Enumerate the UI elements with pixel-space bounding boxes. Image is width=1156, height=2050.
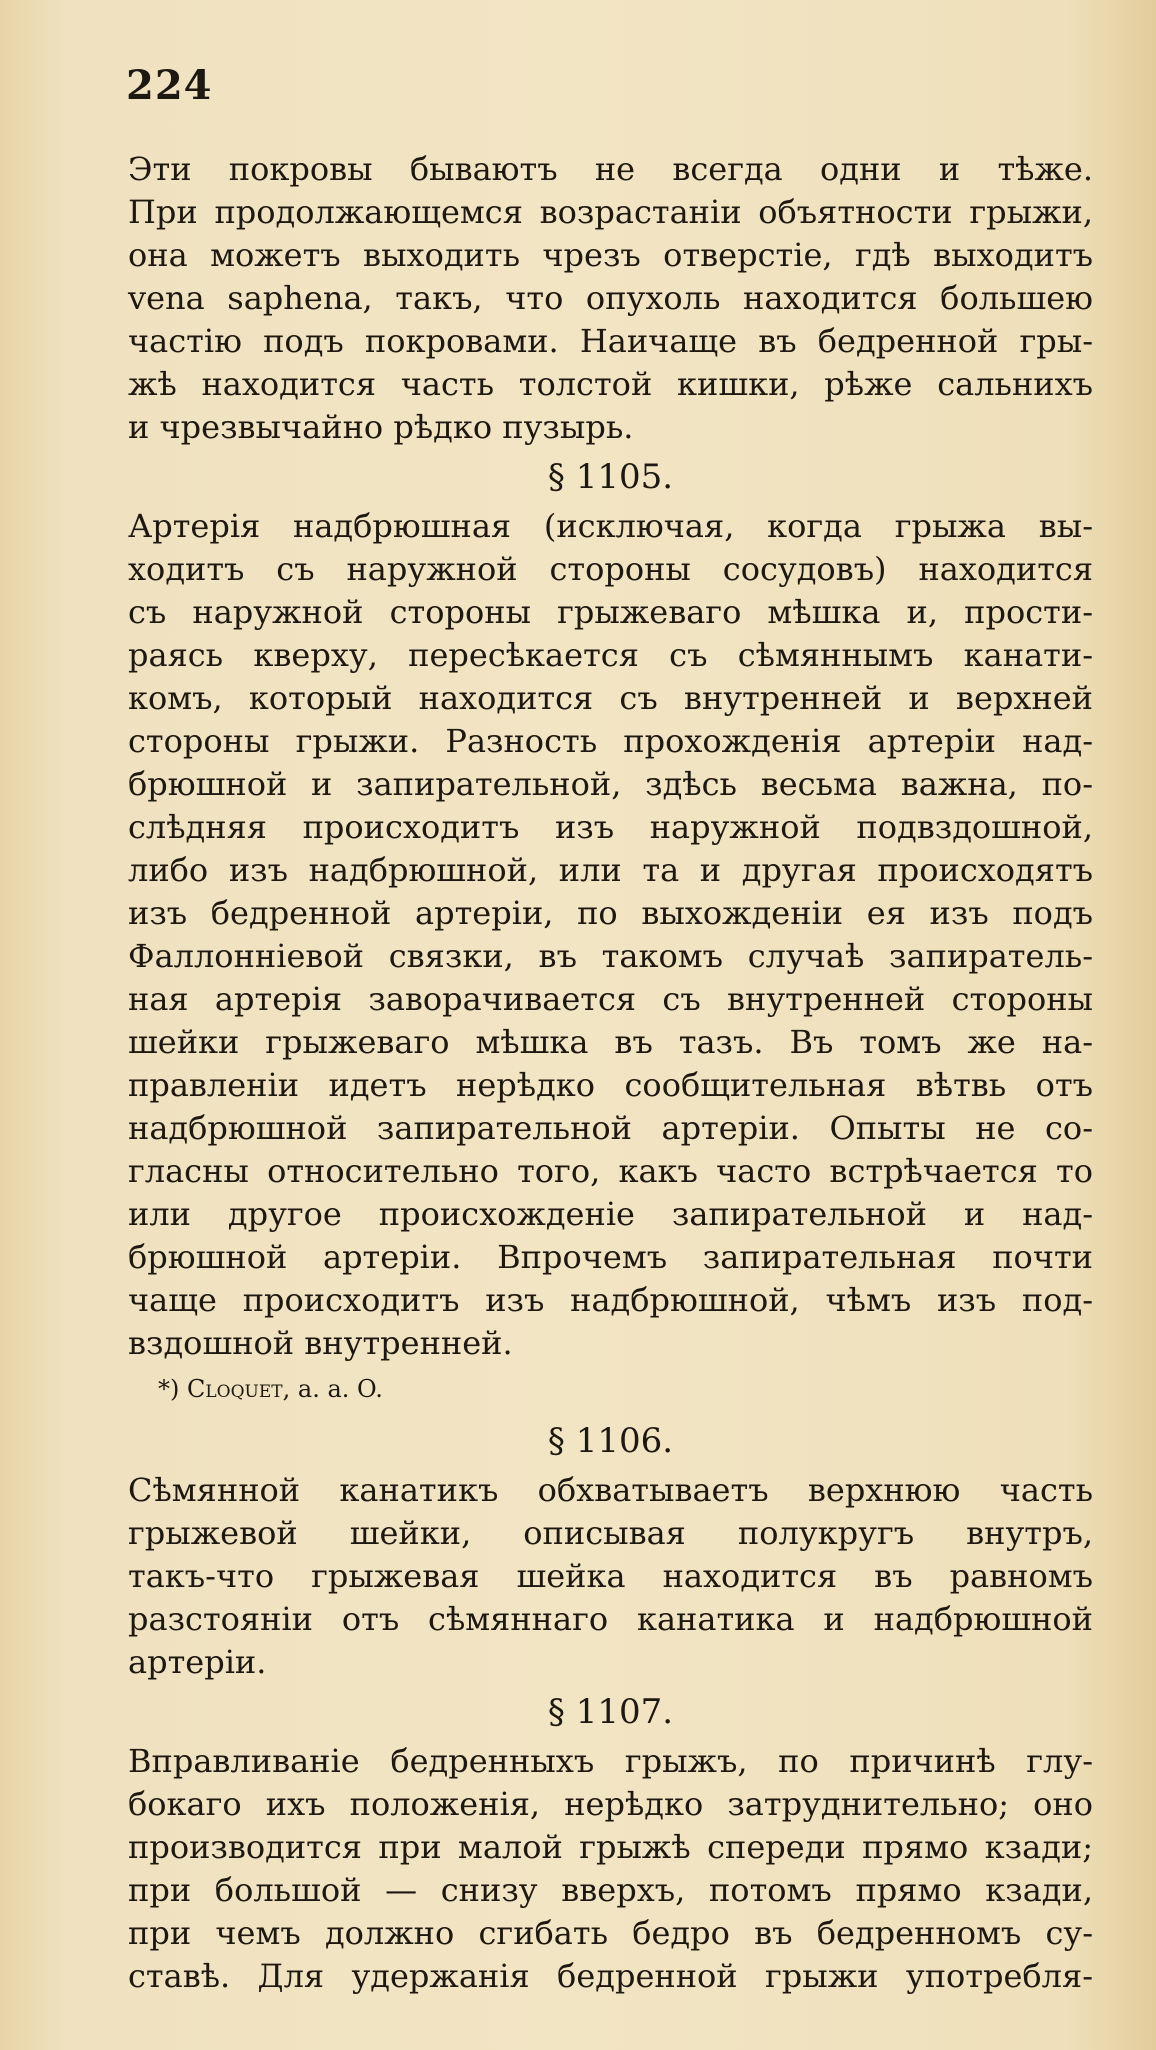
text-line: съ наружной стороны грыжеваго мѣшка и, прости- — [128, 593, 1093, 631]
text-line: слѣдняя происходитъ изъ наружной подвздошной, — [128, 808, 1093, 846]
page-body — [128, 148, 1093, 1998]
section-heading-1106: § 1106. — [547, 1421, 674, 1461]
text-line: жѣ находится часть толстой кишки, рѣже сальнихъ — [128, 365, 1093, 403]
text-line: Артерія надбрюшная (исключая, когда грыжа вы- — [128, 507, 1093, 545]
text-line: и чрезвычайно рѣдко пузырь. — [128, 408, 634, 446]
text-line: гласны относительно того, какъ часто встрѣчается то — [128, 1152, 1093, 1190]
footnote-author: Cloquet — [187, 1375, 283, 1403]
paragraph-1107 — [128, 1740, 1093, 1998]
page-number: 224 — [126, 62, 213, 109]
section-heading-1107: § 1107. — [547, 1692, 674, 1732]
text-line: чаще происходитъ изъ надбрюшной, чѣмъ изъ под- — [128, 1281, 1093, 1319]
text-line: ходитъ съ наружной стороны сосудовъ) находится — [128, 550, 1093, 588]
text-line: шейки грыжеваго мѣшка въ тазъ. Въ томъ же на- — [128, 1023, 1093, 1061]
text-line: раясь кверху, пересѣкается съ сѣмяннымъ канати- — [128, 636, 1093, 674]
footnote — [128, 1365, 1093, 1413]
text-line: бокаго ихъ положенія, нерѣдко затруднительно; оно — [128, 1785, 1093, 1823]
text-line: правленіи идетъ нерѣдко сообщительная вѣтвь отъ — [128, 1066, 1093, 1104]
text-line: разстояніи отъ сѣмяннаго канатика и надбрюшной — [128, 1600, 1093, 1638]
paragraph-1104-continued — [128, 148, 1093, 449]
text-line: при чемъ должно сгибать бедро въ бедренномъ су- — [128, 1914, 1093, 1952]
text-line: Вправливаніе бедренныхъ грыжъ, по причинѣ глу- — [128, 1742, 1093, 1780]
text-line: брюшной и запирательной, здѣсь весьма важна, по- — [128, 765, 1093, 803]
text-line: vena saphena, такъ, что опухоль находится большею — [128, 279, 1093, 317]
text-line: Фаллонніевой связки, въ такомъ случаѣ запиратель- — [128, 937, 1093, 975]
text-line: комъ, который находится съ внутренней и верхней — [128, 679, 1093, 717]
text-line: при большой — снизу вверхъ, потомъ прямо кзади, — [128, 1871, 1093, 1909]
paragraph-1105 — [128, 505, 1093, 1365]
text-line: либо изъ надбрюшной, или та и другая происходятъ — [128, 851, 1093, 889]
section-heading-1105: § 1105. — [547, 457, 674, 497]
text-line: артеріи. — [128, 1643, 267, 1681]
text-line: такъ-что грыжевая шейка находится въ равномъ — [128, 1557, 1093, 1595]
footnote-reference: , a. a. O. — [282, 1375, 383, 1403]
text-line: Эти покровы бываютъ не всегда одни и тѣже. — [128, 150, 1093, 188]
text-line: вздошной внутренней. — [128, 1324, 513, 1362]
text-line: или другое происхожденіе запирательной и над- — [128, 1195, 1093, 1233]
text-line: она можетъ выходить чрезъ отверстіе, гдѣ выходитъ — [128, 236, 1093, 274]
text-line: частію подъ покровами. Наичаще въ бедренной гры- — [128, 322, 1093, 360]
text-line: ставѣ. Для удержанія бедренной грыжи употребля- — [128, 1957, 1093, 1995]
text-line: стороны грыжи. Разность прохожденія артеріи над- — [128, 722, 1093, 760]
text-line: брюшной артеріи. Впрочемъ запирательная почти — [128, 1238, 1093, 1276]
text-line: При продолжающемся возрастаніи объятности грыжи, — [128, 193, 1093, 231]
paragraph-1106 — [128, 1469, 1093, 1684]
text-line: надбрюшной запирательной артеріи. Опыты не со- — [128, 1109, 1093, 1147]
text-line: производится при малой грыжѣ спереди прямо кзади; — [128, 1828, 1093, 1866]
text-line: грыжевой шейки, описывая полукругъ внутръ, — [128, 1514, 1093, 1552]
text-line: ная артерія заворачивается съ внутренней стороны — [128, 980, 1093, 1018]
text-line: изъ бедренной артеріи, по выхожденіи ея изъ подъ — [128, 894, 1093, 932]
text-line: Сѣмянной канатикъ обхватываетъ верхнюю часть — [128, 1471, 1093, 1509]
footnote-marker: *) — [158, 1375, 180, 1403]
